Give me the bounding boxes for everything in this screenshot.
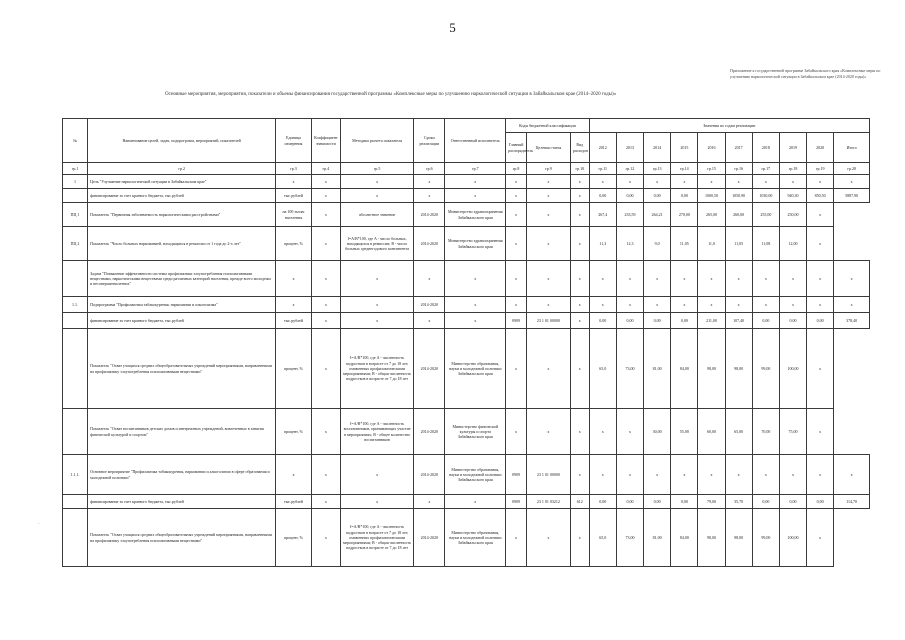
column-number-cell: гр.15 bbox=[698, 163, 725, 175]
table-cell: х bbox=[414, 495, 445, 509]
column-number-cell: гр.11 bbox=[589, 163, 616, 175]
table-cell: 99,00 bbox=[752, 509, 779, 567]
table-cell bbox=[63, 495, 88, 509]
table-cell: 100,00 bbox=[779, 329, 806, 409]
table-cell: 0,00 bbox=[779, 495, 806, 509]
table-cell: 35,70 bbox=[725, 495, 752, 509]
table-cell: х bbox=[311, 227, 340, 261]
table-cell: х bbox=[698, 455, 725, 495]
table-cell: х bbox=[570, 175, 589, 189]
table-cell: тыс.рублей bbox=[276, 313, 312, 329]
table-row bbox=[63, 313, 870, 329]
column-number-cell: гр.5 bbox=[340, 163, 413, 175]
table-cell: х bbox=[445, 297, 506, 313]
table-cell: х bbox=[414, 175, 445, 189]
table-cell bbox=[63, 313, 88, 329]
table-cell: х bbox=[570, 261, 589, 297]
header-period: Сроки реализации bbox=[414, 119, 445, 163]
appendix-note: Приложение к государственной программе Забайкальского края «Комплексные меры по улучшению наркологической ситуации в Забайкальском крае (2014-2020 годы)» bbox=[730, 68, 881, 79]
table-row bbox=[63, 189, 870, 203]
header-year: 2016 bbox=[698, 133, 725, 163]
table-cell: х bbox=[311, 297, 340, 313]
table-cell: х bbox=[526, 261, 570, 297]
table-cell: х bbox=[526, 297, 570, 313]
table-cell: 2014-2020 bbox=[414, 329, 445, 409]
table-cell: х bbox=[506, 509, 527, 567]
header-executor: Ответственный исполнитель bbox=[445, 119, 506, 163]
table-cell: Министерство образования, науки и молодежной политики Забайкальского края bbox=[445, 329, 506, 409]
table-cell: 23 1 01 00000 bbox=[526, 313, 570, 329]
table-cell: 1.1. bbox=[63, 297, 88, 313]
table-cell: 0,00 bbox=[644, 495, 671, 509]
column-number-cell: гр.2 bbox=[88, 163, 276, 175]
table-cell: х bbox=[589, 297, 616, 313]
table-cell: 1 bbox=[63, 175, 88, 189]
table-cell: 2014-2020 bbox=[414, 203, 445, 227]
table-cell bbox=[63, 261, 88, 297]
table-cell: 0,00 bbox=[644, 189, 671, 203]
row-name-cell: Показатель "Первичная заболеваемость наркологическими расстройствами" bbox=[88, 203, 276, 227]
table-cell: х bbox=[445, 261, 506, 297]
table-cell: х bbox=[807, 409, 834, 455]
table-row bbox=[63, 297, 870, 313]
table-cell: 0,00 bbox=[752, 495, 779, 509]
table-cell: 0,00 bbox=[671, 313, 698, 329]
table-cell: х bbox=[526, 329, 570, 409]
table-cell: х bbox=[698, 175, 725, 189]
table-cell: х bbox=[834, 297, 870, 313]
table-cell: Министерство образования, науки и молодежной политики Забайкальского края bbox=[445, 455, 506, 495]
table-cell: тыс.рублей bbox=[276, 189, 312, 203]
table-cell: х bbox=[834, 175, 870, 189]
table-cell: х bbox=[311, 313, 340, 329]
column-number-cell: гр.19 bbox=[807, 163, 834, 175]
header-kbk-grbs: Главный распорядитель bbox=[506, 133, 527, 163]
table-cell: 12,3 bbox=[616, 227, 643, 261]
table-cell: х bbox=[526, 227, 570, 261]
table-cell: 5887,90 bbox=[834, 189, 870, 203]
table-cell: 11,05 bbox=[671, 227, 698, 261]
table-cell: 378,40 bbox=[834, 313, 870, 329]
table-cell: 0,00 bbox=[644, 313, 671, 329]
table-cell: 65,00 bbox=[725, 409, 752, 455]
table-cell: х bbox=[506, 175, 527, 189]
table-cell: х bbox=[506, 227, 527, 261]
table-cell: х bbox=[311, 189, 340, 203]
table-cell: Министерство здравоохранения Забайкальского края bbox=[445, 227, 506, 261]
column-number-row bbox=[63, 163, 870, 175]
header-budget-codes: Коды бюджетной классификации bbox=[506, 119, 590, 133]
column-number-cell: гр.12 bbox=[616, 163, 643, 175]
table-cell: х bbox=[616, 409, 643, 455]
table-cell: 0,00 bbox=[589, 189, 616, 203]
table-cell: х bbox=[779, 297, 806, 313]
table-cell: х bbox=[725, 175, 752, 189]
table-cell: х bbox=[340, 495, 413, 509]
table-cell: х bbox=[616, 261, 643, 297]
table-cell: 1050,90 bbox=[725, 189, 752, 203]
table-cell: 99,00 bbox=[752, 329, 779, 409]
table-cell: I=A/B*100, где A - численность подростков в возрасте от 7 до 18 лет, охваченных профилактическими мероприятиями; B - общая численность подростков в возрасте от 7 до 18 лет bbox=[340, 509, 413, 567]
table-cell: х bbox=[340, 297, 413, 313]
row-name-cell: Цель "Улучшение наркологической ситуации в Забайкальском крае" bbox=[88, 175, 276, 189]
table-cell: 0,00 bbox=[671, 495, 698, 509]
table-cell: х bbox=[526, 203, 570, 227]
table-cell: процент, % bbox=[276, 329, 312, 409]
table-cell: 73,00 bbox=[616, 329, 643, 409]
table-cell: х bbox=[725, 261, 752, 297]
table-cell: х bbox=[698, 261, 725, 297]
table-cell: х bbox=[311, 455, 340, 495]
table-cell: х bbox=[570, 313, 589, 329]
table-cell: х bbox=[311, 495, 340, 509]
table-cell: х bbox=[311, 409, 340, 455]
table-cell: х bbox=[311, 203, 340, 227]
table-cell: 11,3 bbox=[589, 227, 616, 261]
table-cell: х bbox=[671, 455, 698, 495]
table-cell: х bbox=[671, 297, 698, 313]
column-number-cell: гр.7 bbox=[445, 163, 506, 175]
table-cell: х bbox=[752, 455, 779, 495]
table-cell: х bbox=[589, 455, 616, 495]
table-cell: 0,00 bbox=[616, 495, 643, 509]
table-cell: х bbox=[644, 455, 671, 495]
table-cell: х bbox=[526, 509, 570, 567]
table-cell: х bbox=[752, 261, 779, 297]
header-year: 2020 bbox=[807, 133, 834, 163]
row-name-cell: Основное мероприятие "Профилактика табакокурения, наркомании и алкоголизма в сфере образования и молодежной политики" bbox=[88, 455, 276, 495]
header-year: 2014 bbox=[644, 133, 671, 163]
table-cell: процент, % bbox=[276, 509, 312, 567]
table-row bbox=[63, 261, 870, 297]
table-cell: на 100 тысяч населения bbox=[276, 203, 312, 227]
table-cell: х bbox=[834, 455, 870, 495]
table-cell: 1.1.1. bbox=[63, 455, 88, 495]
table-cell: х bbox=[725, 455, 752, 495]
table-cell: х bbox=[725, 297, 752, 313]
table-cell: 211,00 bbox=[698, 313, 725, 329]
table-cell: 84,00 bbox=[671, 509, 698, 567]
table-cell: 0,00 bbox=[616, 313, 643, 329]
header-year: 2013 bbox=[616, 133, 643, 163]
table-cell: х bbox=[644, 261, 671, 297]
table-cell: 84,00 bbox=[671, 329, 698, 409]
table-cell: тыс.рублей bbox=[276, 495, 312, 509]
table-cell: 79,00 bbox=[698, 495, 725, 509]
table-cell: х bbox=[570, 455, 589, 495]
table-cell: х bbox=[340, 175, 413, 189]
table-row bbox=[63, 495, 870, 509]
header-unit: Единица измерения bbox=[276, 119, 312, 163]
table-cell: х bbox=[506, 261, 527, 297]
column-number-cell: гр.17 bbox=[752, 163, 779, 175]
column-number-cell: гр.20 bbox=[834, 163, 870, 175]
header-year: 2017 bbox=[725, 133, 752, 163]
table-cell: х bbox=[807, 297, 834, 313]
table-cell: х bbox=[570, 297, 589, 313]
table-cell: х bbox=[570, 203, 589, 227]
table-cell: 0909 bbox=[506, 313, 527, 329]
header-year: 2012 bbox=[589, 133, 616, 163]
table-cell: х bbox=[526, 189, 570, 203]
table-cell: процент, % bbox=[276, 409, 312, 455]
header-coef: Коэффициент значимости bbox=[311, 119, 340, 163]
table-cell: х bbox=[414, 261, 445, 297]
table-cell: 23 1 01 03212 bbox=[526, 495, 570, 509]
table-cell bbox=[63, 189, 88, 203]
row-name-cell: Показатель "Охват воспитанников детских домов и интернатных учреждений, вовлеченных в занятия физической культурой и спортом" bbox=[88, 409, 276, 455]
table-cell: х bbox=[834, 261, 870, 297]
table-cell: 270,00 bbox=[671, 203, 698, 227]
table-cell: х bbox=[807, 509, 834, 567]
table-cell: х bbox=[616, 175, 643, 189]
table-cell: 2014-2020 bbox=[414, 409, 445, 455]
column-number-cell: гр.4 bbox=[311, 163, 340, 175]
header-year: 2018 bbox=[752, 133, 779, 163]
table-cell: 70,00 bbox=[752, 409, 779, 455]
table-cell: х bbox=[616, 297, 643, 313]
table-cell: 65,0 bbox=[589, 509, 616, 567]
header-total: Итого bbox=[834, 133, 870, 163]
table-cell: 2014-2020 bbox=[414, 509, 445, 567]
table-cell: 1000,50 bbox=[698, 189, 725, 203]
table-cell: 255,00 bbox=[752, 203, 779, 227]
table-cell: х bbox=[807, 455, 834, 495]
document-title: Основные мероприятия, мероприятия, показатели и объемы финансирования государственной программы «Комплексные меры по улучшению наркологической ситуации в Забайкальском крае (2014–2020 годы)» bbox=[165, 92, 617, 97]
table-row bbox=[63, 203, 870, 227]
table-cell: абсолютное значение bbox=[340, 203, 413, 227]
table-cell: х bbox=[414, 313, 445, 329]
table-cell: 60,00 bbox=[698, 409, 725, 455]
table-cell: х bbox=[276, 297, 312, 313]
header-name: Наименование целей, задач, подпрограмм, мероприятий, показателей bbox=[88, 119, 276, 163]
table-cell bbox=[63, 509, 88, 567]
table-cell: х bbox=[807, 227, 834, 261]
table-cell: 2014-2020 bbox=[414, 227, 445, 261]
column-number-cell: гр.10 bbox=[570, 163, 589, 175]
table-cell: 0,00 bbox=[616, 189, 643, 203]
table-cell: х bbox=[276, 175, 312, 189]
table-cell: х bbox=[506, 189, 527, 203]
row-name-cell: финансирование за счет краевого бюджета, тыс.рублей bbox=[88, 189, 276, 203]
table-cell: х bbox=[570, 227, 589, 261]
table-cell: х bbox=[752, 297, 779, 313]
table-cell: 0909 bbox=[506, 455, 527, 495]
column-number-cell: гр.9 bbox=[526, 163, 570, 175]
table-cell: 55,00 bbox=[671, 409, 698, 455]
header-kbk-type: Вид расходов bbox=[570, 133, 589, 163]
table-cell: х bbox=[779, 261, 806, 297]
table-cell: 233,59 bbox=[616, 203, 643, 227]
table-row bbox=[63, 329, 870, 409]
column-number-cell: гр.18 bbox=[779, 163, 806, 175]
table-cell: 11,08 bbox=[752, 227, 779, 261]
table-row bbox=[63, 409, 870, 455]
table-cell: 850,50 bbox=[807, 189, 834, 203]
table-cell: х bbox=[671, 261, 698, 297]
table-cell: х bbox=[311, 261, 340, 297]
column-number-cell: гр.1 bbox=[63, 163, 88, 175]
table-row bbox=[63, 175, 870, 189]
table-cell: х bbox=[506, 409, 527, 455]
table-cell: х bbox=[445, 189, 506, 203]
table-cell: х bbox=[414, 189, 445, 203]
table-cell: х bbox=[589, 409, 616, 455]
table-cell: х bbox=[644, 175, 671, 189]
table-cell: х bbox=[311, 509, 340, 567]
table-cell: х bbox=[526, 409, 570, 455]
table-cell: х bbox=[570, 329, 589, 409]
table-cell: х bbox=[807, 261, 834, 297]
table-cell: I=A/B*100, где A - численность подростков в возрасте от 7 до 18 лет, охваченных профилактическими мероприятиями; B - общая численность подростков в возрасте от 7 до 18 лет bbox=[340, 329, 413, 409]
table-cell: 250,00 bbox=[779, 203, 806, 227]
header-num: № bbox=[63, 119, 88, 163]
table-cell: х bbox=[506, 203, 527, 227]
table-cell: 98,00 bbox=[698, 509, 725, 567]
table-body bbox=[63, 175, 870, 567]
table-cell: х bbox=[807, 329, 834, 409]
table-cell: 23 1 01 00000 bbox=[526, 455, 570, 495]
margin-mark: · bbox=[38, 522, 40, 527]
table-cell: 2014-2020 bbox=[414, 455, 445, 495]
table-cell: х bbox=[752, 175, 779, 189]
table-cell: х bbox=[276, 455, 312, 495]
table-cell: 0,00 bbox=[779, 313, 806, 329]
table-cell: х bbox=[311, 329, 340, 409]
column-number-cell: гр.3 bbox=[276, 163, 312, 175]
table-cell: 98,00 bbox=[725, 329, 752, 409]
table-cell: 0909 bbox=[506, 495, 527, 509]
table-cell: х bbox=[506, 329, 527, 409]
table-cell: Министерство образования, науки и молодежной политики Забайкальского края bbox=[445, 509, 506, 567]
table-cell: 100,00 bbox=[779, 509, 806, 567]
column-number-cell: гр.13 bbox=[644, 163, 671, 175]
row-name-cell: Подпрограмма "Профилактика табакокурения, наркомании и алкоголизма" bbox=[88, 297, 276, 313]
table-cell: х bbox=[340, 313, 413, 329]
row-name-cell: Задача "Повышение эффективности системы профилактики злоупотребления психоактивными веществами, наркотическими веществами среди различных категорий населения, прежде всего молодежи и несовершеннолетних" bbox=[88, 261, 276, 297]
table-cell: х bbox=[779, 175, 806, 189]
table-cell: 0,00 bbox=[671, 189, 698, 203]
row-name-cell: финансирование за счет краевого бюджета, тыс.рублей bbox=[88, 495, 276, 509]
table-cell: 0,00 bbox=[589, 495, 616, 509]
table-cell: х bbox=[445, 313, 506, 329]
table-cell: I=A/B*100, где A - число больных, находящихся в ремиссии; B - число больных среднегодового контингента bbox=[340, 227, 413, 261]
table-cell: х bbox=[311, 175, 340, 189]
table-cell: х bbox=[779, 455, 806, 495]
table-cell: 9,0 bbox=[644, 227, 671, 261]
table-cell: 98,00 bbox=[725, 509, 752, 567]
table-cell: х bbox=[570, 409, 589, 455]
header-year: 2019 bbox=[779, 133, 806, 163]
header-kbk-target: Целевая статья bbox=[526, 133, 570, 163]
table-cell: 114,70 bbox=[834, 495, 870, 509]
row-name-cell: Показатель "Охват учащихся средних общеобразовательных учреждений мероприятиями, направленными на профилактику злоупотребления психоактивными веществами" bbox=[88, 329, 276, 409]
table-cell: 264,21 bbox=[644, 203, 671, 227]
table-row bbox=[63, 227, 870, 261]
column-number-cell: гр.8 bbox=[506, 163, 527, 175]
page-number: 5 bbox=[449, 20, 456, 35]
row-name-cell: Показатель "Число больных наркоманией, находящихся в ремиссии от 1 года до 2-х лет" bbox=[88, 227, 276, 261]
table-cell: 0,00 bbox=[752, 313, 779, 329]
table-cell: 0,00 bbox=[807, 495, 834, 509]
table-cell: х bbox=[506, 297, 527, 313]
table-cell: Министерство физической культуры и спорта Забайкальского края bbox=[445, 409, 506, 455]
table-cell: 11,0 bbox=[698, 227, 725, 261]
table-cell: 81,00 bbox=[644, 329, 671, 409]
table-cell: 65,0 bbox=[589, 329, 616, 409]
row-name-cell: Показатель "Охват учащихся средних общеобразовательных учреждений мероприятиями, направленными на профилактику злоупотребления психоактивными веществами" bbox=[88, 509, 276, 567]
table-cell: 265,00 bbox=[698, 203, 725, 227]
table-cell: 11,05 bbox=[725, 227, 752, 261]
table-cell: х bbox=[445, 495, 506, 509]
column-number-cell: гр.16 bbox=[725, 163, 752, 175]
table-cell: х bbox=[616, 455, 643, 495]
table-cell: I=A/B*100, где A - численность воспитанников, принимающих участие в мероприятиях; B - общее количество воспитанников bbox=[340, 409, 413, 455]
table-cell: х bbox=[807, 203, 834, 227]
table-cell: х bbox=[340, 261, 413, 297]
table-cell: х bbox=[340, 189, 413, 203]
table-row bbox=[63, 455, 870, 495]
table-cell: 30,00 bbox=[644, 409, 671, 455]
table-cell: 12,00 bbox=[779, 227, 806, 261]
table-cell: х bbox=[570, 509, 589, 567]
header-values: Значения по годам реализации bbox=[589, 119, 869, 133]
program-table bbox=[62, 118, 870, 567]
table-cell: х bbox=[671, 175, 698, 189]
table-cell: х bbox=[644, 297, 671, 313]
table-cell bbox=[63, 329, 88, 409]
table-cell: 107,40 bbox=[725, 313, 752, 329]
table-cell: 0,00 bbox=[589, 313, 616, 329]
table-cell: 2014-2020 bbox=[414, 297, 445, 313]
table-cell: 98,00 bbox=[698, 329, 725, 409]
table-cell: Министерство здравоохранения Забайкальского края bbox=[445, 203, 506, 227]
table-cell: х bbox=[807, 175, 834, 189]
column-number-cell: гр.6 bbox=[414, 163, 445, 175]
table-cell: х bbox=[589, 261, 616, 297]
header-method: Методика расчета показателя bbox=[340, 119, 413, 163]
table-cell: х bbox=[589, 175, 616, 189]
table-cell: х bbox=[570, 189, 589, 203]
table-row bbox=[63, 509, 870, 567]
table-cell: 73,00 bbox=[616, 509, 643, 567]
table-cell: 260,00 bbox=[725, 203, 752, 227]
table-cell: 940,30 bbox=[779, 189, 806, 203]
table-cell: х bbox=[445, 175, 506, 189]
table-cell: 0,00 bbox=[807, 313, 834, 329]
table-cell: ПЦ 1 bbox=[63, 203, 88, 227]
table-cell: х bbox=[340, 455, 413, 495]
table-cell: 612 bbox=[570, 495, 589, 509]
table-cell: х bbox=[698, 297, 725, 313]
table-cell: х bbox=[276, 261, 312, 297]
column-number-cell: гр.14 bbox=[671, 163, 698, 175]
table-cell bbox=[63, 409, 88, 455]
table-cell: процент, % bbox=[276, 227, 312, 261]
table-cell: 81,00 bbox=[644, 509, 671, 567]
table-cell: ПЦ 2 bbox=[63, 227, 88, 261]
table-cell: 1030,00 bbox=[752, 189, 779, 203]
header-year: 2015 bbox=[671, 133, 698, 163]
table-cell: 75,00 bbox=[779, 409, 806, 455]
table-cell: х bbox=[526, 175, 570, 189]
row-name-cell: финансирование за счет краевого бюджета, тыс.рублей bbox=[88, 313, 276, 329]
table-cell: 267,4 bbox=[589, 203, 616, 227]
